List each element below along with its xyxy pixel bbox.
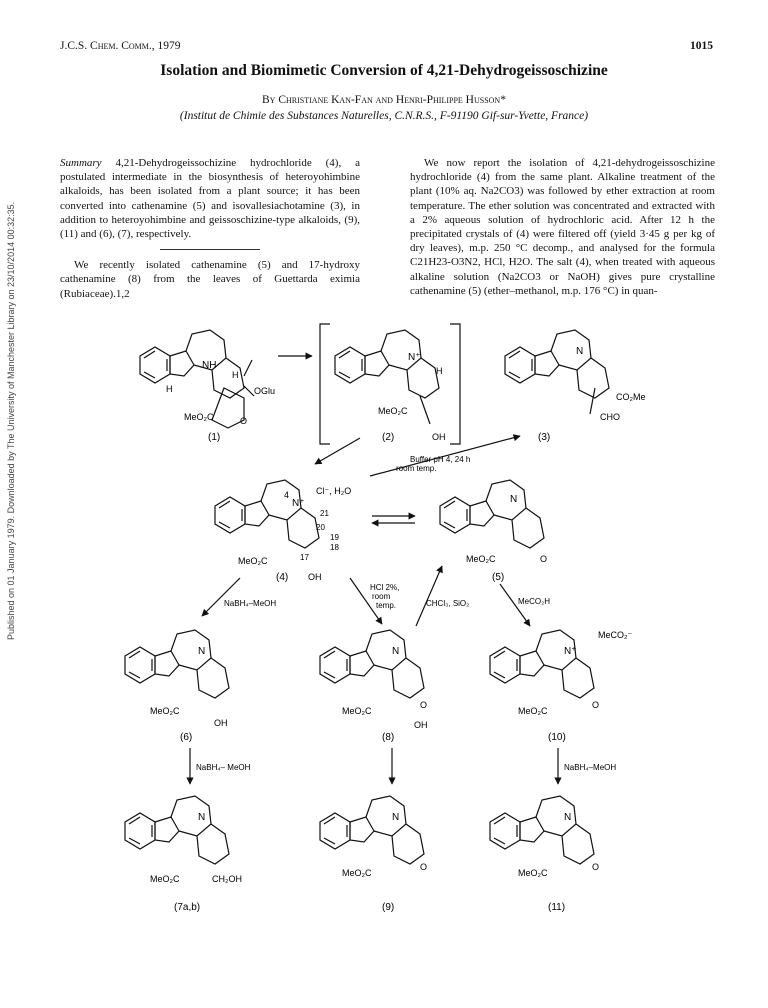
compound-5 — [440, 480, 547, 583]
atom-cho: CHO — [600, 412, 620, 422]
atom-n: N — [198, 812, 206, 823]
compound-9 — [320, 796, 427, 913]
atom-meo2c: MeO₂C — [518, 706, 548, 716]
divider — [160, 249, 260, 250]
atom-meo2c: MeO₂C — [518, 868, 548, 878]
atom-meo2c: MeO₂C — [342, 868, 372, 878]
atom-meo2c: MeO₂C — [150, 706, 180, 716]
atom-label-20: 20 — [316, 523, 325, 532]
atom-n: N — [564, 812, 572, 823]
reagent-nabh4-3: NaBH₄–MeOH — [564, 763, 617, 772]
atom-nplus: N⁺ — [408, 352, 421, 363]
atom-oh: OH — [414, 720, 428, 730]
left-column — [60, 156, 360, 301]
atom-o: O — [240, 416, 248, 426]
compound-7ab — [125, 796, 242, 913]
summary-text: 4,21-Dehydrogeissochizine hydrochloride (4), a postulated intermediate in the biosynthesis of heteroyohimbine alkaloids, has been isolated from a plant source; it has been converted into cathenamine (5) and isovallesiachotamine (3), in addition to heteroyohimbine and geissoschizine-type alkaloids, (9), (11) and (6), (7), respectively. — [60, 157, 360, 241]
reagent-nabh4-2: NaBH₄– MeOH — [196, 763, 251, 772]
reagent-hcl-temp: temp. — [376, 601, 397, 610]
atom-oglu: OGlu — [254, 386, 276, 396]
authors: By Christiane Kan-Fan and Henri-Philippe Husson* — [262, 94, 506, 106]
body-paragraph: We now report the isolation of 4,21-dehydrogeissoschizine hydrochloride (4) from the same plant. Alkaline treatment of the plant (10% aq. Na2CO3) was followed by ether extraction at room temperature. The ether solution was concentrated and extracted with a 2% aqueous solution of hydrochloric acid. After 12 h the precipitated crystals of (4) were filtered off (yield 3·45 g per kg of dry leaves), m.p. 250 °C decomp., and analysed for the formula C21H23-O3N2, HCl, H2O. The salt (4), when treated with aqueous alkaline solution (Na2CO3 or NaOH) gives pure crystalline cathenamine (5) (ether–methanol, m.p. 176 °C) in quan- — [410, 157, 715, 297]
label-11: (11) — [548, 902, 566, 913]
reaction-scheme — [120, 316, 720, 916]
atom-nplus: N⁺ — [564, 646, 577, 657]
atom-meo2c: MeO₂C — [466, 554, 496, 564]
atom-label-19: 19 — [330, 533, 339, 542]
reagent-hcl: HCl 2%, — [370, 583, 400, 592]
reagent-nabh4-1: NaBH₄–MeOH — [224, 599, 277, 608]
affiliation: (Institut de Chimie des Substances Naturelles, C.N.R.S., F-91190 Gif-sur-Yvette, France) — [179, 110, 589, 122]
compound-3 — [505, 330, 646, 443]
atom-oh: OH — [214, 718, 228, 728]
label-4: (4) — [276, 572, 289, 583]
atom-n: N — [576, 346, 584, 357]
arrow-2-4 — [315, 438, 360, 464]
atom-nplus: N⁺ — [292, 498, 305, 509]
label-8: (8) — [382, 732, 395, 743]
intro-paragraph: We recently isolated cathenamine (5) and 17-hydroxy cathenamine (8) from the leaves of Guettarda eximia (Rubiaceae).1,2 — [60, 259, 360, 300]
compound-1 — [140, 330, 275, 443]
atom-nh: NH — [202, 360, 217, 371]
atom-n: N — [510, 494, 518, 505]
atom-oh: OH — [308, 572, 322, 582]
reagent-buffer-temp: room temp. — [396, 464, 437, 473]
download-watermark — [0, 120, 20, 680]
atom-ch2oh: CH₂OH — [212, 874, 242, 884]
atom-o: O — [592, 700, 600, 710]
compound-8 — [320, 630, 428, 743]
label-3: (3) — [538, 432, 551, 443]
article-title: Isolation and Biomimetic Conversion of 4,21-Dehydrogeissoschizine — [160, 62, 608, 79]
reagent-chcl3: CHCl₃, SiO₂ — [426, 599, 470, 608]
atom-meco2-minus: MeCO₂⁻ — [598, 630, 633, 640]
journal-header: J.C.S. Chem. Comm., 1979 — [60, 40, 181, 52]
atom-co2me: CO₂Me — [616, 392, 646, 402]
atom-n: N — [198, 646, 206, 657]
arrow-8-5 — [416, 566, 442, 626]
atom-meo2c: MeO₂C — [184, 412, 214, 422]
atom-meo2c: MeO₂C — [342, 706, 372, 716]
page-number: 1015 — [690, 40, 713, 52]
watermark-text: Published on 01 January 1979. Downloaded by The University of Manchester Library on 23/10/2014 00:32:35. — [6, 201, 16, 640]
compound-10 — [490, 630, 632, 743]
atom-label-17: 17 — [300, 553, 309, 562]
label-6: (6) — [180, 732, 193, 743]
reagent-meco2h: MeCO₂H — [518, 597, 550, 606]
atom-h: H — [232, 370, 239, 380]
atom-o: O — [540, 554, 548, 564]
label-10: (10) — [548, 732, 566, 743]
compound-11 — [490, 796, 599, 913]
summary — [60, 156, 360, 241]
label-2: (2) — [382, 432, 395, 443]
label-1: (1) — [208, 432, 221, 443]
compound-4 — [215, 480, 351, 583]
atom-label-4: 4 — [284, 490, 290, 500]
atom-h: H — [166, 384, 173, 394]
atom-meo2c: MeO₂C — [238, 556, 268, 566]
atom-o: O — [592, 862, 600, 872]
label-5: (5) — [492, 572, 505, 583]
atom-label-18: 18 — [330, 543, 339, 552]
atom-label-21: 21 — [320, 509, 329, 518]
reagent-cl-h2o: Cl⁻, H₂O — [316, 486, 352, 496]
atom-n: N — [392, 646, 400, 657]
reagent-buffer: Buffer pH 4, 24 h — [410, 455, 471, 464]
label-7ab: (7a,b) — [174, 902, 201, 913]
compound-6 — [125, 630, 229, 743]
label-9: (9) — [382, 902, 395, 913]
atom-h: H — [436, 366, 443, 376]
atom-n: N — [392, 812, 400, 823]
atom-o: O — [420, 862, 428, 872]
atom-meo2c: MeO₂C — [150, 874, 180, 884]
compound-2 — [335, 330, 446, 443]
arrow-4-6 — [202, 578, 240, 616]
atom-oh: OH — [432, 432, 446, 442]
atom-o: O — [420, 700, 428, 710]
atom-meo2c: MeO₂C — [378, 406, 408, 416]
summary-label: Summary — [60, 157, 102, 169]
bracket-2 — [320, 324, 460, 444]
right-column — [410, 156, 715, 298]
reagent-hcl-room: room — [372, 592, 391, 601]
